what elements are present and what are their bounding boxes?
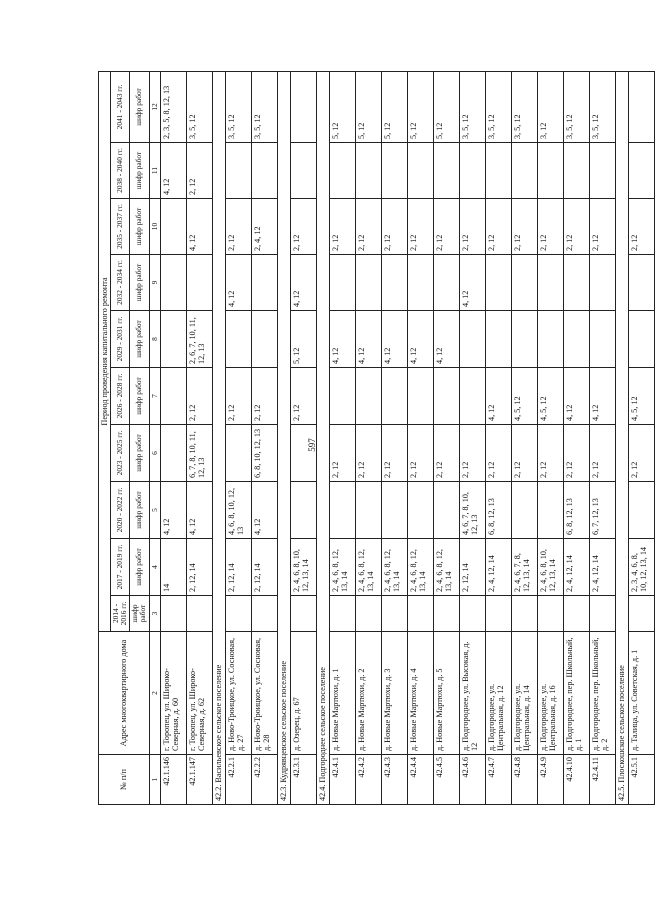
work-codes-cell: 2, 6, 7, 10, 11, 12, 13	[186, 311, 212, 368]
work-codes-cell	[381, 368, 407, 425]
work-codes-cell: 2, 4, 6, 8, 12, 13, 14	[329, 539, 355, 596]
page-number: 597	[307, 438, 317, 452]
table-row	[186, 71, 212, 804]
work-codes-cell	[251, 255, 277, 311]
table-row	[537, 71, 563, 804]
work-codes-cell	[225, 425, 251, 482]
work-codes-cell	[537, 311, 563, 368]
work-codes-cell	[355, 368, 381, 425]
work-codes-cell: 6, 7, 8, 10, 11, 12, 13	[186, 425, 212, 482]
work-codes-cell: 2, 4, 12, 14	[589, 539, 615, 596]
header-period: 2020 - 2022 гг.	[111, 482, 130, 539]
work-codes-cell: 2, 12	[251, 368, 277, 425]
table-row	[225, 71, 251, 804]
work-codes-cell: 2, 3, 4, 6, 8, 10, 12, 13, 14	[628, 539, 654, 596]
section-title: 42.5. Плоскошское сельское поселение	[615, 71, 628, 804]
work-codes-cell: 2, 12	[563, 425, 589, 482]
work-codes-cell	[355, 482, 381, 539]
work-codes-cell	[433, 596, 459, 632]
header-work-code: шифр работ	[130, 311, 149, 368]
row-address: д. Талица, ул. Советская, д. 1	[628, 632, 654, 755]
work-codes-cell: 3, 5, 12	[511, 71, 537, 142]
work-codes-cell: 3, 5, 12	[186, 71, 212, 142]
work-codes-cell	[160, 425, 186, 482]
work-codes-cell	[381, 143, 407, 199]
work-codes-cell	[407, 368, 433, 425]
work-codes-cell: 4, 5, 12	[537, 368, 563, 425]
work-codes-cell	[290, 71, 316, 142]
header-work-code: шифр работ	[130, 368, 149, 425]
work-codes-cell: 3, 5, 12	[485, 71, 511, 142]
work-codes-cell	[537, 255, 563, 311]
row-number: 42.4.11	[589, 755, 615, 805]
table-row	[251, 71, 277, 804]
work-codes-cell	[563, 311, 589, 368]
work-codes-cell	[160, 199, 186, 255]
section-title: 42.4. Подгороднее сельское поселение	[316, 71, 329, 804]
work-codes-cell	[225, 596, 251, 632]
work-codes-cell	[329, 368, 355, 425]
work-codes-cell	[251, 311, 277, 368]
work-codes-cell: 2, 12	[459, 425, 485, 482]
work-codes-cell: 6, 8, 12, 13	[485, 482, 511, 539]
work-codes-cell	[160, 311, 186, 368]
work-codes-cell: 5, 12	[355, 71, 381, 142]
header-work-code: шифр работ	[130, 143, 149, 199]
table-row	[381, 71, 407, 804]
work-codes-cell: 2, 12	[186, 368, 212, 425]
work-codes-cell	[433, 255, 459, 311]
work-codes-cell: 2, 4, 6, 8, 12, 13, 14	[433, 539, 459, 596]
work-codes-cell: 2, 12	[433, 425, 459, 482]
work-codes-cell: 6, 8, 10, 12, 13	[251, 425, 277, 482]
table-row	[433, 71, 459, 804]
header-work-code: шифр работ	[130, 255, 149, 311]
work-codes-cell	[511, 255, 537, 311]
work-codes-cell	[485, 143, 511, 199]
table-row	[160, 71, 186, 804]
work-codes-cell	[329, 143, 355, 199]
work-codes-cell: 2, 12	[459, 199, 485, 255]
header-col-index: 1	[149, 755, 160, 805]
section-title: 42.2. Васильевское сельское поселение	[212, 71, 225, 804]
table-row	[563, 71, 589, 804]
work-codes-cell	[407, 255, 433, 311]
header-num: № п/п	[99, 755, 150, 805]
work-codes-cell: 2, 4, 6, 8, 12, 13, 14	[355, 539, 381, 596]
work-codes-cell: 2, 12, 14	[251, 539, 277, 596]
work-codes-cell	[381, 596, 407, 632]
work-codes-cell: 4, 12	[290, 255, 316, 311]
header-col-index: 9	[149, 255, 160, 311]
header-work-code: шифр работ	[130, 199, 149, 255]
table-row	[329, 71, 355, 804]
row-address: д. Новые Мартюхи, д. 1	[329, 632, 355, 755]
work-codes-cell: 2, 12	[329, 199, 355, 255]
work-codes-cell	[511, 143, 537, 199]
row-number: 42.4.3	[381, 755, 407, 805]
header-work-code: шифр работ	[130, 539, 149, 596]
work-codes-cell: 4, 12	[160, 143, 186, 199]
work-codes-cell: 14	[160, 539, 186, 596]
work-codes-cell: 4, 12	[251, 482, 277, 539]
work-codes-cell	[225, 311, 251, 368]
row-number: 42.4.4	[407, 755, 433, 805]
work-codes-cell	[407, 143, 433, 199]
work-codes-cell: 2, 12	[381, 199, 407, 255]
work-codes-cell	[485, 311, 511, 368]
work-codes-cell	[251, 596, 277, 632]
work-codes-cell: 2, 4, 12	[251, 199, 277, 255]
work-codes-cell	[628, 255, 654, 311]
work-codes-cell	[160, 596, 186, 632]
table-row	[485, 71, 511, 804]
capital-repair-table	[98, 71, 655, 805]
header-address: Адрес многоквартирного дома	[99, 632, 150, 755]
work-codes-cell	[459, 596, 485, 632]
header-col-index: 11	[149, 143, 160, 199]
work-codes-cell: 2, 4, 12, 14	[563, 539, 589, 596]
work-codes-cell: 4, 12	[407, 311, 433, 368]
work-codes-cell: 2, 12	[381, 425, 407, 482]
work-codes-cell: 5, 12	[290, 311, 316, 368]
header-col-index: 5	[149, 482, 160, 539]
header-col-index: 8	[149, 311, 160, 368]
header-col-index: 2	[149, 632, 160, 755]
work-codes-cell	[628, 482, 654, 539]
table-row	[355, 71, 381, 804]
row-address: д. Ново-Троицкое, ул. Сосновая, д. 28	[251, 632, 277, 755]
work-codes-cell: 4, 12	[589, 368, 615, 425]
work-codes-cell: 2, 12	[225, 368, 251, 425]
work-codes-cell: 4, 6, 8, 10, 12, 13	[225, 482, 251, 539]
work-codes-cell: 4, 12	[563, 368, 589, 425]
table-row	[511, 71, 537, 804]
work-codes-cell	[290, 425, 316, 482]
work-codes-cell	[290, 143, 316, 199]
work-codes-cell: 2, 12	[186, 143, 212, 199]
work-codes-cell	[589, 143, 615, 199]
work-codes-cell	[511, 596, 537, 632]
work-codes-cell	[537, 482, 563, 539]
work-codes-cell	[381, 482, 407, 539]
work-codes-cell: 2, 12	[589, 425, 615, 482]
header-period: 2017 - 2019 гг.	[111, 539, 130, 596]
row-address: д. Подгороднее, ул. Центральная, д. 16	[537, 632, 563, 755]
work-codes-cell	[563, 596, 589, 632]
table-row	[459, 71, 485, 804]
work-codes-cell	[563, 255, 589, 311]
work-codes-cell: 5, 12	[329, 71, 355, 142]
table-row	[589, 71, 615, 804]
row-number: 42.4.8	[511, 755, 537, 805]
work-codes-cell: 2, 12	[407, 425, 433, 482]
work-codes-cell: 2, 12	[290, 199, 316, 255]
work-codes-cell: 2, 12	[485, 425, 511, 482]
work-codes-cell: 2, 12	[407, 199, 433, 255]
work-codes-cell	[433, 482, 459, 539]
work-codes-cell: 2, 12	[537, 199, 563, 255]
work-codes-cell: 4, 12	[355, 311, 381, 368]
header-work-code: шифр работ	[130, 596, 149, 632]
work-codes-cell: 4, 5, 12	[628, 368, 654, 425]
row-address: д. Подгороднее, пер. Школьный, д. 1	[563, 632, 589, 755]
work-codes-cell: 4, 12	[329, 311, 355, 368]
row-address: д. Подгороднее, ул. Высокая, д. 12	[459, 632, 485, 755]
work-codes-cell	[160, 255, 186, 311]
header-work-code: шифр работ	[130, 425, 149, 482]
work-codes-cell: 2, 12, 14	[186, 539, 212, 596]
work-codes-cell: 2, 4, 6, 8, 10, 12, 13, 14	[537, 539, 563, 596]
work-codes-cell: 2, 12	[589, 199, 615, 255]
work-codes-cell: 2, 4, 6, 7, 8, 12, 13, 14	[511, 539, 537, 596]
work-codes-cell: 3, 12	[537, 71, 563, 142]
work-codes-cell: 4, 12	[485, 368, 511, 425]
work-codes-cell	[381, 255, 407, 311]
work-codes-cell: 4, 12	[186, 482, 212, 539]
header-period: 2041 - 2043 гг.	[111, 71, 130, 142]
work-codes-cell: 4, 6, 7, 8, 10, 12, 13	[459, 482, 485, 539]
work-codes-cell: 2, 4, 6, 8, 12, 13, 14	[381, 539, 407, 596]
work-codes-cell	[329, 482, 355, 539]
table-row	[290, 71, 316, 804]
work-codes-cell	[329, 255, 355, 311]
rotated-table-wrapper	[98, 72, 648, 805]
work-codes-cell: 6, 7, 12, 13	[589, 482, 615, 539]
header-period: 2023 - 2025 гг.	[111, 425, 130, 482]
work-codes-cell	[407, 482, 433, 539]
section-row	[212, 71, 225, 804]
row-number: 42.4.2	[355, 755, 381, 805]
row-number: 42.2.2	[251, 755, 277, 805]
header-period: 2035 - 2037 гг.	[111, 199, 130, 255]
work-codes-cell	[485, 596, 511, 632]
work-codes-cell	[355, 255, 381, 311]
work-codes-cell: 2, 12	[355, 425, 381, 482]
row-number: 42.2.1	[225, 755, 251, 805]
row-number: 42.4.9	[537, 755, 563, 805]
work-codes-cell: 2, 12	[511, 425, 537, 482]
table-header	[99, 71, 161, 804]
work-codes-cell: 2, 12	[355, 199, 381, 255]
row-number: 42.4.5	[433, 755, 459, 805]
row-number: 42.1.147	[186, 755, 212, 805]
work-codes-cell	[563, 143, 589, 199]
row-number: 42.1.146	[160, 755, 186, 805]
header-col-index: 3	[149, 596, 160, 632]
work-codes-cell	[407, 596, 433, 632]
work-codes-cell	[537, 596, 563, 632]
work-codes-cell	[485, 255, 511, 311]
work-codes-cell: 4, 12	[459, 255, 485, 311]
work-codes-cell: 3, 5, 12	[225, 71, 251, 142]
work-codes-cell: 2, 3, 5, 8, 12, 13	[160, 71, 186, 142]
work-codes-cell	[511, 482, 537, 539]
row-number: 42.5.1	[628, 755, 654, 805]
work-codes-cell	[459, 311, 485, 368]
work-codes-cell: 2, 12, 14	[225, 539, 251, 596]
work-codes-cell: 2, 4, 12, 14	[485, 539, 511, 596]
row-address: д. Подгороднее, ул. Центральная, д. 12	[485, 632, 511, 755]
work-codes-cell: 4, 12	[225, 255, 251, 311]
work-codes-cell	[433, 143, 459, 199]
work-codes-cell	[589, 596, 615, 632]
work-codes-cell: 2, 12	[485, 199, 511, 255]
work-codes-cell: 2, 12	[563, 199, 589, 255]
work-codes-cell	[537, 143, 563, 199]
work-codes-cell: 5, 12	[381, 71, 407, 142]
row-address: д. Новые Мартюхи, д. 4	[407, 632, 433, 755]
work-codes-cell	[251, 143, 277, 199]
row-address: д. Новые Мартюхи, д. 3	[381, 632, 407, 755]
work-codes-cell: 5, 12	[433, 71, 459, 142]
work-codes-cell: 3, 5, 12	[589, 71, 615, 142]
header-col-index: 6	[149, 425, 160, 482]
work-codes-cell	[589, 255, 615, 311]
row-number: 42.4.1	[329, 755, 355, 805]
work-codes-cell: 6, 8, 12, 13	[563, 482, 589, 539]
work-codes-cell	[628, 71, 654, 142]
header-work-code: шифр работ	[130, 482, 149, 539]
header-period: 2032 - 2034 гг.	[111, 255, 130, 311]
work-codes-cell	[589, 311, 615, 368]
work-codes-cell	[160, 368, 186, 425]
work-codes-cell: 3, 5, 12	[459, 71, 485, 142]
work-codes-cell	[355, 143, 381, 199]
row-number: 42.4.7	[485, 755, 511, 805]
header-col-index: 7	[149, 368, 160, 425]
row-number: 42.4.10	[563, 755, 589, 805]
row-address: д. Ново-Троицкое, ул. Сосновая, д. 27	[225, 632, 251, 755]
row-address: г. Торопец, ул. Широко-Северная, д. 60	[160, 632, 186, 755]
section-row	[316, 71, 329, 804]
work-codes-cell	[511, 311, 537, 368]
work-codes-cell	[433, 368, 459, 425]
row-number: 42.3.1	[290, 755, 316, 805]
work-codes-cell: 4, 12	[186, 199, 212, 255]
work-codes-cell: 2, 4, 6, 8, 12, 13, 14	[407, 539, 433, 596]
work-codes-cell	[459, 143, 485, 199]
work-codes-cell: 2, 12	[433, 199, 459, 255]
work-codes-cell: 2, 12	[537, 425, 563, 482]
work-codes-cell: 2, 12	[628, 425, 654, 482]
row-address: д. Подгороднее, пер. Школьный, д. 2	[589, 632, 615, 755]
row-address: д. Озерец, д. 67	[290, 632, 316, 755]
header-period: 2026 - 2028 гг.	[111, 368, 130, 425]
work-codes-cell	[628, 596, 654, 632]
row-address: д. Подгороднее, ул. Центральная, д. 14	[511, 632, 537, 755]
work-codes-cell: 4, 12	[433, 311, 459, 368]
header-col-index: 4	[149, 539, 160, 596]
work-codes-cell: 2, 4, 6, 8, 10, 12, 13, 14	[290, 539, 316, 596]
work-codes-cell: 3, 5, 12	[563, 71, 589, 142]
work-codes-cell: 4, 12	[381, 311, 407, 368]
row-address: д. Новые Мартюхи, д. 5	[433, 632, 459, 755]
row-number: 42.4.6	[459, 755, 485, 805]
work-codes-cell	[628, 143, 654, 199]
work-codes-cell	[186, 255, 212, 311]
work-codes-cell	[329, 596, 355, 632]
header-col-index: 12	[149, 71, 160, 142]
work-codes-cell: 2, 12	[290, 368, 316, 425]
work-codes-cell: 2, 12, 14	[459, 539, 485, 596]
work-codes-cell	[225, 143, 251, 199]
work-codes-cell: 2, 12	[225, 199, 251, 255]
work-codes-cell	[290, 596, 316, 632]
work-codes-cell: 2, 12	[329, 425, 355, 482]
header-col-index: 10	[149, 199, 160, 255]
work-codes-cell	[290, 482, 316, 539]
work-codes-cell	[355, 596, 381, 632]
header-period: 2038 - 2040 гг.	[111, 143, 130, 199]
work-codes-cell	[628, 311, 654, 368]
work-codes-cell: 2, 12	[511, 199, 537, 255]
work-codes-cell: 2, 12	[628, 199, 654, 255]
section-title: 42.3. Кудрявцевское сельское поселение	[277, 71, 290, 804]
work-codes-cell: 3, 5, 12	[251, 71, 277, 142]
row-address: д. Новые Мартюхи, д. 2	[355, 632, 381, 755]
work-codes-cell: 5, 12	[407, 71, 433, 142]
work-codes-cell: 4, 5, 12	[511, 368, 537, 425]
table-body	[160, 71, 654, 804]
row-address: г. Торопец, ул. Широко-Северная, д. 62	[186, 632, 212, 755]
work-codes-cell	[459, 368, 485, 425]
section-row	[277, 71, 290, 804]
header-period: 2014 - 2016 гг.	[111, 596, 130, 632]
header-period-title: Период проведения капитального ремонта	[99, 71, 111, 631]
header-period: 2029 - 2031 гг.	[111, 311, 130, 368]
work-codes-cell	[186, 596, 212, 632]
work-codes-cell: 4, 12	[160, 482, 186, 539]
section-row	[615, 71, 628, 804]
table-row	[407, 71, 433, 804]
header-work-code: шифр работ	[130, 71, 149, 142]
table-row	[628, 71, 654, 804]
